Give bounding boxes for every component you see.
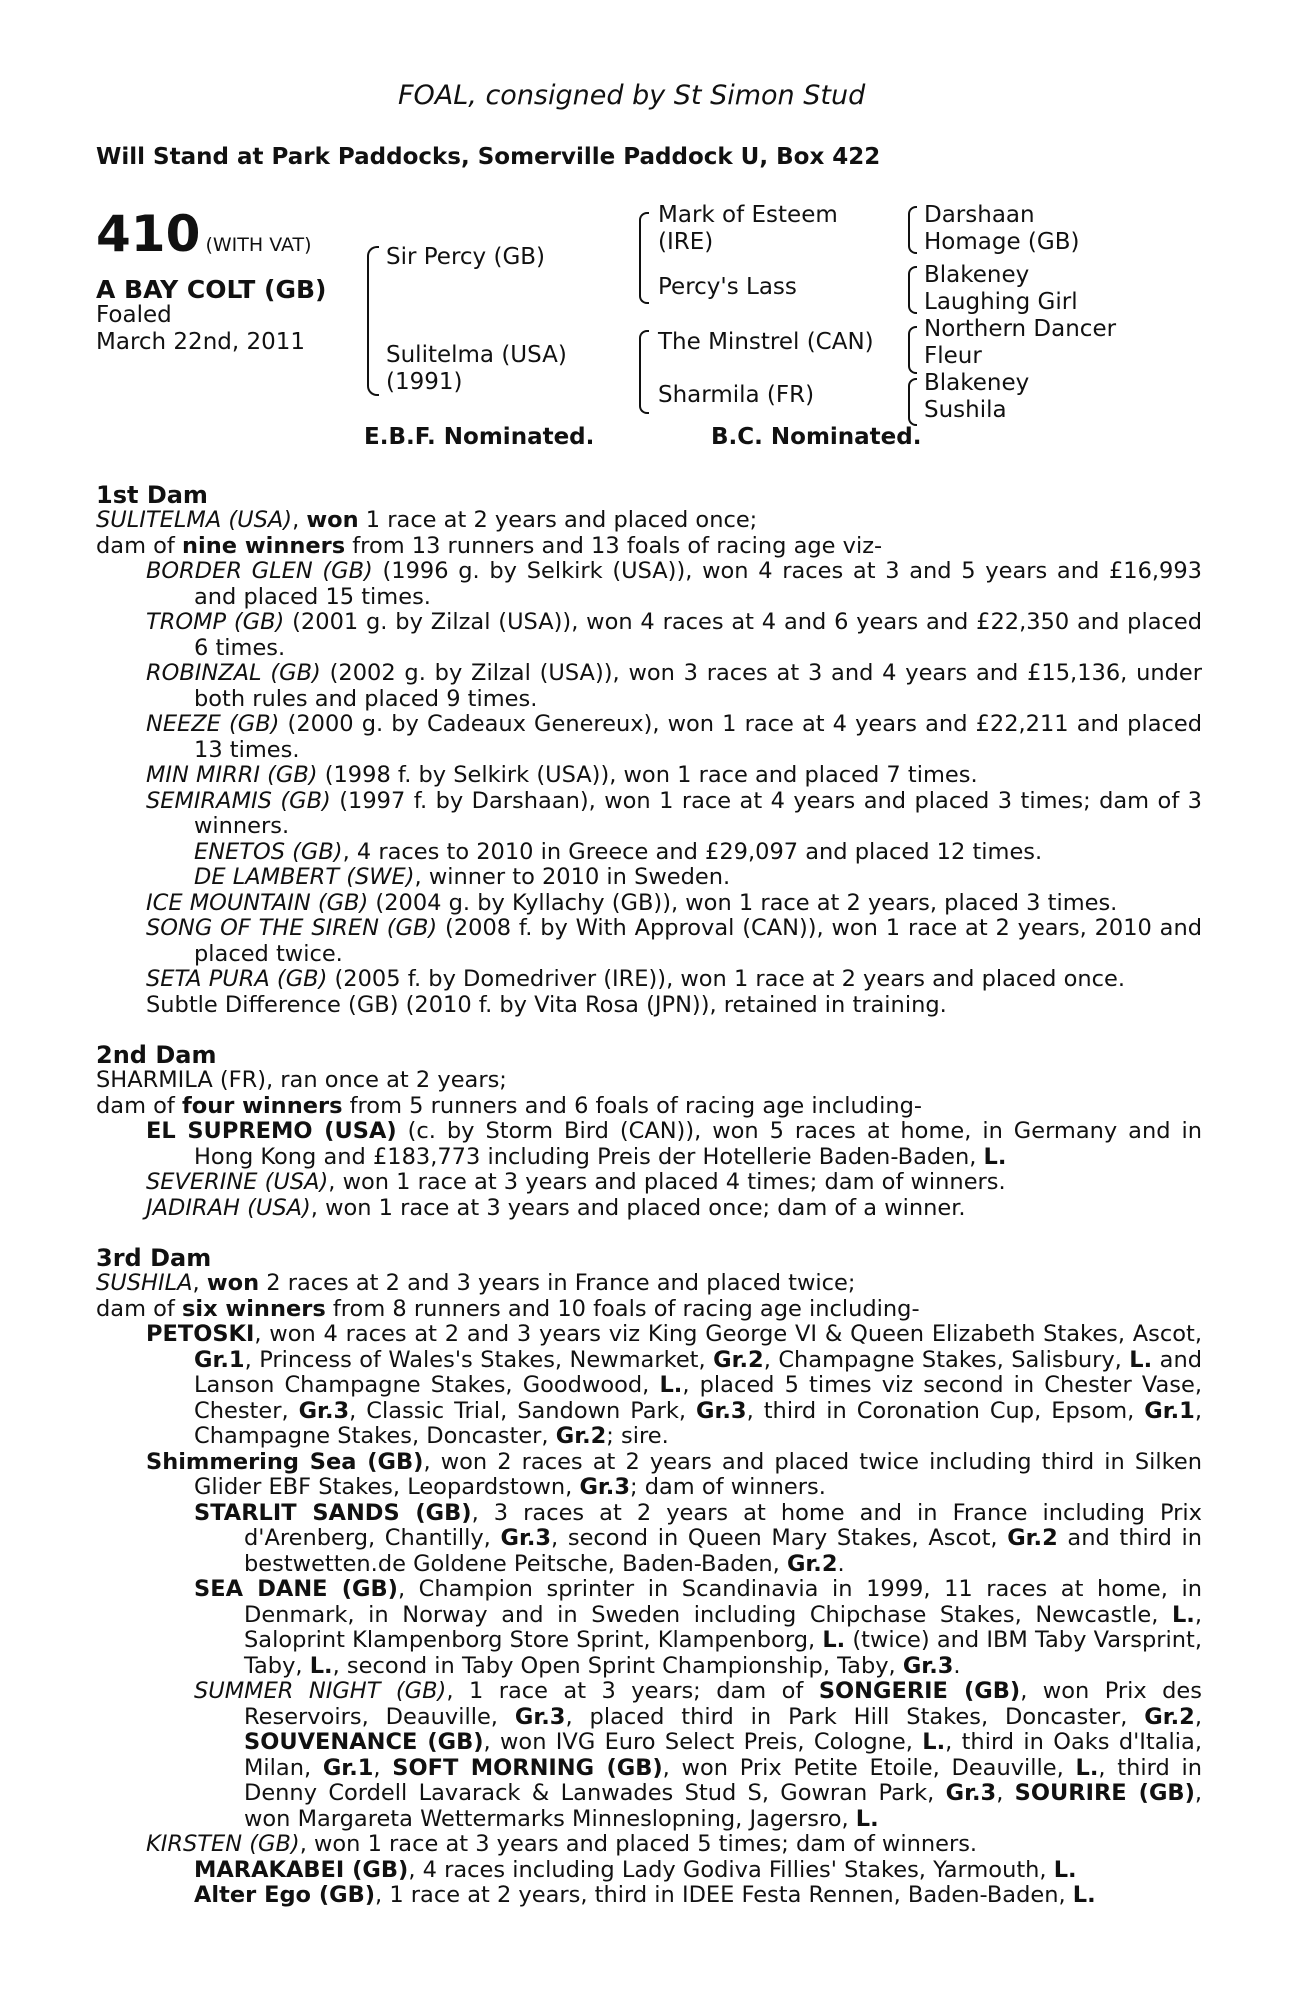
- entry-text: (2002 g. by Zilzal (USA)), won 3 races at 3 and 4 years and £15,136, under both rules and placed 9 times.: [194, 660, 1202, 712]
- race-grade: Gr.2: [555, 1423, 607, 1449]
- horse-name: TROMP (GB): [146, 609, 285, 635]
- horse-name: SONG OF THE SIREN (GB): [146, 915, 438, 941]
- pedigree-brace-3a: [908, 206, 917, 254]
- text: ,: [192, 1270, 207, 1296]
- second-dam-heading: 2nd Dam: [96, 1041, 217, 1069]
- entry-text: , third in Oaks d'Italia, Milan,: [244, 1729, 1202, 1781]
- horse-name: ROBINZAL (GB): [146, 660, 321, 686]
- progeny-entry: [96, 1170, 1202, 1196]
- entry-text: (1996 g. by Selkirk (USA)), won 4 races at 3 and 5 years and £16,993 and placed 15 times.: [194, 558, 1202, 610]
- entry-text: (2001 g. by Zilzal (USA)), won 4 races at 4 and 6 years and £22,350 and placed 6 times.: [194, 609, 1202, 661]
- race-grade: Gr.1: [194, 1346, 245, 1373]
- lot-number-row: [96, 205, 312, 263]
- progeny-entry: [96, 1196, 1202, 1222]
- entry-text: (2000 g. by Cadeaux Genereux), won 1 race at 4 years and £22,211 and placed 13 times.: [194, 711, 1202, 763]
- pedigree-brace-3b: [908, 266, 917, 314]
- pedigree-brace-gen1: [367, 246, 379, 396]
- sire-sire-dam: Homage (GB): [924, 229, 1080, 255]
- lot-name: A BAY COLT (GB): [96, 275, 327, 304]
- pedigree-brace-3d: [908, 378, 917, 426]
- entry-text: , 4 races to 2010 in Greece and £29,097 and placed 12 times.: [342, 838, 1043, 865]
- progeny-entry: [96, 712, 1202, 763]
- sire-dam-sire: Blakeney: [924, 262, 1030, 288]
- horse-name: SETA PURA (GB): [146, 966, 328, 992]
- bc-nominated: B.C. Nominated.: [711, 424, 922, 450]
- entry-text: (2008 f. by With Approval (CAN)), won 1 race at 2 years, 2010 and placed twice.: [194, 915, 1203, 967]
- winners-count: nine winners: [181, 532, 346, 559]
- entry-text: , placed third in Park Hill Stakes, Doncaster,: [565, 1703, 1145, 1730]
- dam-dam-dam: Sushila: [924, 397, 1007, 423]
- entry-text: (2004 g. by Kyllachy (GB)), won 1 race at 2 years, placed 3 times.: [368, 889, 1118, 916]
- horse-name: SEMIRAMIS (GB): [146, 787, 331, 814]
- entry-text: (1998 f. by Selkirk (USA)), won 1 race and placed 7 times.: [317, 762, 978, 788]
- race-grade: L.: [309, 1652, 333, 1679]
- race-grade: Gr.3: [696, 1397, 747, 1424]
- sire-sire-name: Mark of Esteem: [658, 202, 838, 228]
- progeny-entry: [96, 1832, 1202, 1858]
- second-dam-line1: SHARMILA (FR), ran once at 2 years;: [96, 1067, 507, 1093]
- entry-text: , won 2 races at 2 years and placed twice including third in Silken Glider EBF Stakes, Leopardstown,: [194, 1448, 1202, 1500]
- catalogue-body: [96, 482, 1202, 1909]
- entry-text: , won 1 race at 3 years and placed once; dam of a winner.: [310, 1194, 966, 1221]
- horse-name: DE LAMBERT (SWE): [194, 864, 415, 890]
- third-dam-heading: 3rd Dam: [96, 1244, 212, 1272]
- race-grade: Gr.2: [1144, 1703, 1195, 1730]
- entry-text: .: [837, 1550, 845, 1577]
- entry-text: (twice) and IBM Taby Varsprint, Taby,: [244, 1627, 1202, 1679]
- third-dam-line1: [96, 1271, 1202, 1297]
- horse-name: ENETOS (GB): [194, 838, 343, 865]
- sire-sire-sire: Darshaan: [924, 202, 1035, 228]
- entry-text: (2005 f. by Domedriver (IRE)), won 1 race at 2 years and placed once.: [327, 966, 1125, 992]
- entry-text: , 1 race at 3 years; dam of: [446, 1678, 819, 1704]
- dam-year: (1991): [386, 369, 463, 395]
- stand-location: Will Stand at Park Paddocks, Somerville Paddock U, Box 422: [96, 144, 881, 170]
- grand-progeny-entry: [96, 865, 1202, 891]
- dam-sire-sire: Northern Dancer: [924, 316, 1117, 342]
- race-grade: Gr.2: [1007, 1525, 1058, 1551]
- dam-sire-dam: Fleur: [924, 343, 982, 369]
- entry-text: , Saloprint Klampenborg Store Sprint, Klampenborg,: [244, 1601, 1202, 1653]
- horse-name: KIRSTEN (GB): [146, 1831, 300, 1857]
- foaled-label: Foaled: [96, 302, 172, 328]
- race-grade: Gr.3: [902, 1652, 954, 1679]
- race-grade: L.: [855, 1805, 879, 1832]
- progeny-entry: [96, 891, 1202, 917]
- entry-text: , won 1 race at 3 years and placed 4 times; dam of winners.: [328, 1169, 1006, 1195]
- horse-name: MIN MIRRI (GB): [146, 762, 318, 788]
- text: 1 race at 2 years and placed once;: [358, 507, 758, 533]
- dam-name: Sulitelma (USA): [386, 342, 567, 368]
- entry-text: , Champion sprinter in Scandinavia in 1999, 11 races at home, in Denmark, in Norway and in Sweden including Chipchase Stakes, Newcastle,: [244, 1576, 1202, 1628]
- race-grade: Gr.2: [786, 1550, 838, 1577]
- sire-name: Sir Percy (GB): [386, 244, 546, 270]
- entry-text: , 4 races including Lady Godiva Fillies' Stakes, Yarmouth,: [408, 1856, 1054, 1883]
- sire-sire-suffix: (IRE): [658, 229, 714, 255]
- dam-sire-name: The Minstrel (CAN): [658, 329, 874, 355]
- second-dam-line2: [96, 1094, 1202, 1120]
- grand-progeny-entry: [96, 1679, 1202, 1832]
- text: ,: [292, 507, 307, 533]
- text: 2 races at 2 and 3 years in France and placed twice;: [259, 1270, 856, 1296]
- race-grade: L.: [983, 1143, 1007, 1170]
- horse-name: STARLIT SANDS (GB): [194, 1499, 472, 1526]
- dam-dam-sire: Blakeney: [924, 370, 1030, 396]
- progeny-entry: [96, 993, 1202, 1019]
- horse-name: Alter Ego (GB): [194, 1882, 376, 1908]
- entry-text: , winner to 2010 in Sweden.: [414, 864, 731, 890]
- first-dam-heading: 1st Dam: [96, 481, 208, 509]
- entry-text: .: [953, 1652, 961, 1679]
- progeny-entry: [96, 763, 1202, 789]
- entry-text: , Champagne Stakes, Salisbury,: [763, 1346, 1130, 1373]
- horse-name: NEEZE (GB): [146, 711, 280, 737]
- text: dam of: [96, 1295, 182, 1322]
- horse-name: JADIRAH (USA): [146, 1194, 311, 1221]
- race-grade: Gr.2: [713, 1346, 764, 1373]
- text: dam of: [96, 1092, 182, 1119]
- entry-text: , third in Coronation Cup, Epsom,: [746, 1397, 1145, 1424]
- text: from 13 runners and 13 foals of racing age viz-: [345, 532, 883, 559]
- grand-progeny-entry: [96, 1883, 1202, 1909]
- pedigree-brace-sire: [639, 212, 649, 304]
- lot-number: 410: [96, 205, 201, 263]
- race-grade: L.: [1072, 1882, 1096, 1908]
- entry-text: , 3 races at 2 years at home and in France including Prix d'Arenberg, Chantilly,: [244, 1499, 1202, 1551]
- entry-text: , won Prix Petite Etoile, Deauville,: [662, 1754, 1076, 1781]
- horse-name: MARAKABEI (GB): [194, 1856, 409, 1883]
- entry-text: Subtle Difference (GB) (2010 f. by Vita Rosa (JPN)), retained in training.: [146, 991, 947, 1018]
- race-grade: Gr.3: [579, 1474, 630, 1500]
- horse-name: BORDER GLEN (GB): [146, 558, 373, 584]
- progeny-entry: [96, 1322, 1202, 1450]
- vat-label: (WITH VAT): [205, 234, 312, 256]
- progeny-entry: [96, 610, 1202, 661]
- horse-name: ICE MOUNTAIN (GB): [146, 889, 369, 916]
- entry-text: ,: [996, 1780, 1015, 1806]
- race-grade: Gr.3: [945, 1780, 997, 1806]
- third-dam-line2: [96, 1297, 1202, 1323]
- sire-dam-dam: Laughing Girl: [924, 289, 1078, 315]
- entry-text: , won IVG Euro Select Preis, Cologne,: [483, 1729, 923, 1755]
- foaled-date: March 22nd, 2011: [96, 329, 306, 355]
- winners-count: four winners: [181, 1092, 343, 1119]
- progeny-entry: [96, 661, 1202, 712]
- progeny-entry: [96, 1450, 1202, 1501]
- horse-name: Shimmering Sea (GB): [146, 1448, 424, 1475]
- entry-text: and third in bestwetten.de Goldene Peitsche, Baden-Baden,: [244, 1525, 1203, 1577]
- ebf-nominated: E.B.F. Nominated.: [364, 424, 595, 450]
- entry-text: , placed 5 times viz second in Chester Vase, Chester,: [194, 1372, 1203, 1424]
- entry-text: ,: [373, 1754, 393, 1781]
- entry-text: ; sire.: [606, 1423, 669, 1449]
- horse-name: SEVERINE (USA): [146, 1169, 329, 1195]
- text: from 8 runners and 10 foals of racing age including-: [325, 1295, 920, 1322]
- entry-text: , Princess of Wales's Stakes, Newmarket,: [244, 1346, 714, 1373]
- entry-text: , won Prix des Reservoirs, Deauville,: [244, 1678, 1202, 1730]
- dam-dam-name: Sharmila (FR): [658, 382, 815, 408]
- grand-progeny-entry: [96, 840, 1202, 866]
- race-grade: Gr.3: [500, 1525, 552, 1551]
- pedigree-brace-3c: [908, 326, 917, 374]
- horse-name: SONGERIE (GB): [818, 1678, 1021, 1704]
- grand-progeny-entry: [96, 1577, 1202, 1679]
- entry-text: (1997 f. by Darshaan), won 1 race at 4 years and placed 3 times; dam of 3 winners.: [194, 787, 1202, 839]
- horse-name: SOFT MORNING (GB): [392, 1754, 663, 1781]
- dam-name: SULITELMA (USA): [96, 507, 293, 533]
- first-dam-line2: [96, 534, 1202, 560]
- race-grade: Gr.3: [298, 1397, 350, 1424]
- entry-text: , third in Denny Cordell Lavarack & Lanwades Stud S, Gowran Park,: [244, 1754, 1202, 1806]
- entry-text: ,: [1194, 1703, 1202, 1730]
- text: dam of: [96, 532, 182, 559]
- horse-name: PETOSKI: [146, 1321, 255, 1347]
- pedigree-brace-dam: [639, 330, 649, 414]
- race-grade: L.: [1053, 1856, 1077, 1883]
- progeny-entry: [96, 789, 1202, 840]
- grand-progeny-entry: [96, 1858, 1202, 1884]
- progeny-entry: [96, 1119, 1202, 1170]
- horse-name: SUMMER NIGHT (GB): [194, 1678, 447, 1704]
- entry-text: (c. by Storm Bird (CAN)), won 5 races at home, in Germany and in Hong Kong and £183,773 including Preis der Hotellerie Baden-Baden,: [194, 1118, 1202, 1170]
- entry-text: , second in Queen Mary Stakes, Ascot,: [551, 1525, 1008, 1551]
- entry-text: , Champagne Stakes, Doncaster,: [194, 1397, 1202, 1449]
- race-grade: Gr.3: [514, 1703, 566, 1730]
- race-grade: L.: [822, 1627, 846, 1653]
- won-label: won: [306, 507, 359, 533]
- race-grade: Gr.1: [1144, 1397, 1195, 1424]
- entry-text: , 1 race at 2 years, third in IDEE Festa Rennen, Baden-Baden,: [375, 1882, 1073, 1908]
- race-grade: L.: [1075, 1754, 1099, 1781]
- page-title: FOAL, consigned by St Simon Stud: [398, 80, 866, 111]
- horse-name: SOUVENANCE (GB): [244, 1729, 484, 1755]
- winners-count: six winners: [181, 1295, 326, 1322]
- entry-text: , won Margareta Wettermarks Minneslopning, Jagersro,: [244, 1780, 1203, 1832]
- text: from 5 runners and 6 foals of racing age including-: [342, 1092, 922, 1119]
- horse-name: SOURIRE (GB): [1014, 1780, 1195, 1806]
- horse-name: SEA DANE (GB): [194, 1576, 398, 1602]
- entry-text: , won 1 race at 3 years and placed 5 times; dam of winners.: [299, 1831, 978, 1857]
- sire-dam-name: Percy's Lass: [658, 274, 797, 300]
- entry-text: , won 4 races at 2 and 3 years viz King George VI & Queen Elizabeth Stakes, Ascot,: [254, 1321, 1202, 1347]
- race-grade: L.: [659, 1372, 683, 1398]
- first-dam-line1: [96, 508, 1202, 534]
- progeny-entry: [96, 967, 1202, 993]
- entry-text: ; dam of winners.: [630, 1474, 826, 1500]
- race-grade: L.: [922, 1729, 946, 1755]
- race-grade: Gr.1: [322, 1754, 374, 1781]
- race-grade: L.: [1171, 1601, 1195, 1628]
- horse-name: EL SUPREMO (USA): [146, 1118, 397, 1144]
- entry-text: , Classic Trial, Sandown Park,: [349, 1397, 697, 1424]
- race-grade: L.: [1129, 1346, 1153, 1373]
- grand-progeny-entry: [96, 1501, 1202, 1578]
- progeny-entry: [96, 559, 1202, 610]
- entry-text: , second in Taby Open Sprint Championship, Taby,: [332, 1652, 903, 1679]
- won-label: won: [206, 1270, 260, 1296]
- entry-text: and Lanson Champagne Stakes, Goodwood,: [194, 1346, 1202, 1398]
- dam-name: SUSHILA: [96, 1270, 193, 1296]
- progeny-entry: [96, 916, 1202, 967]
